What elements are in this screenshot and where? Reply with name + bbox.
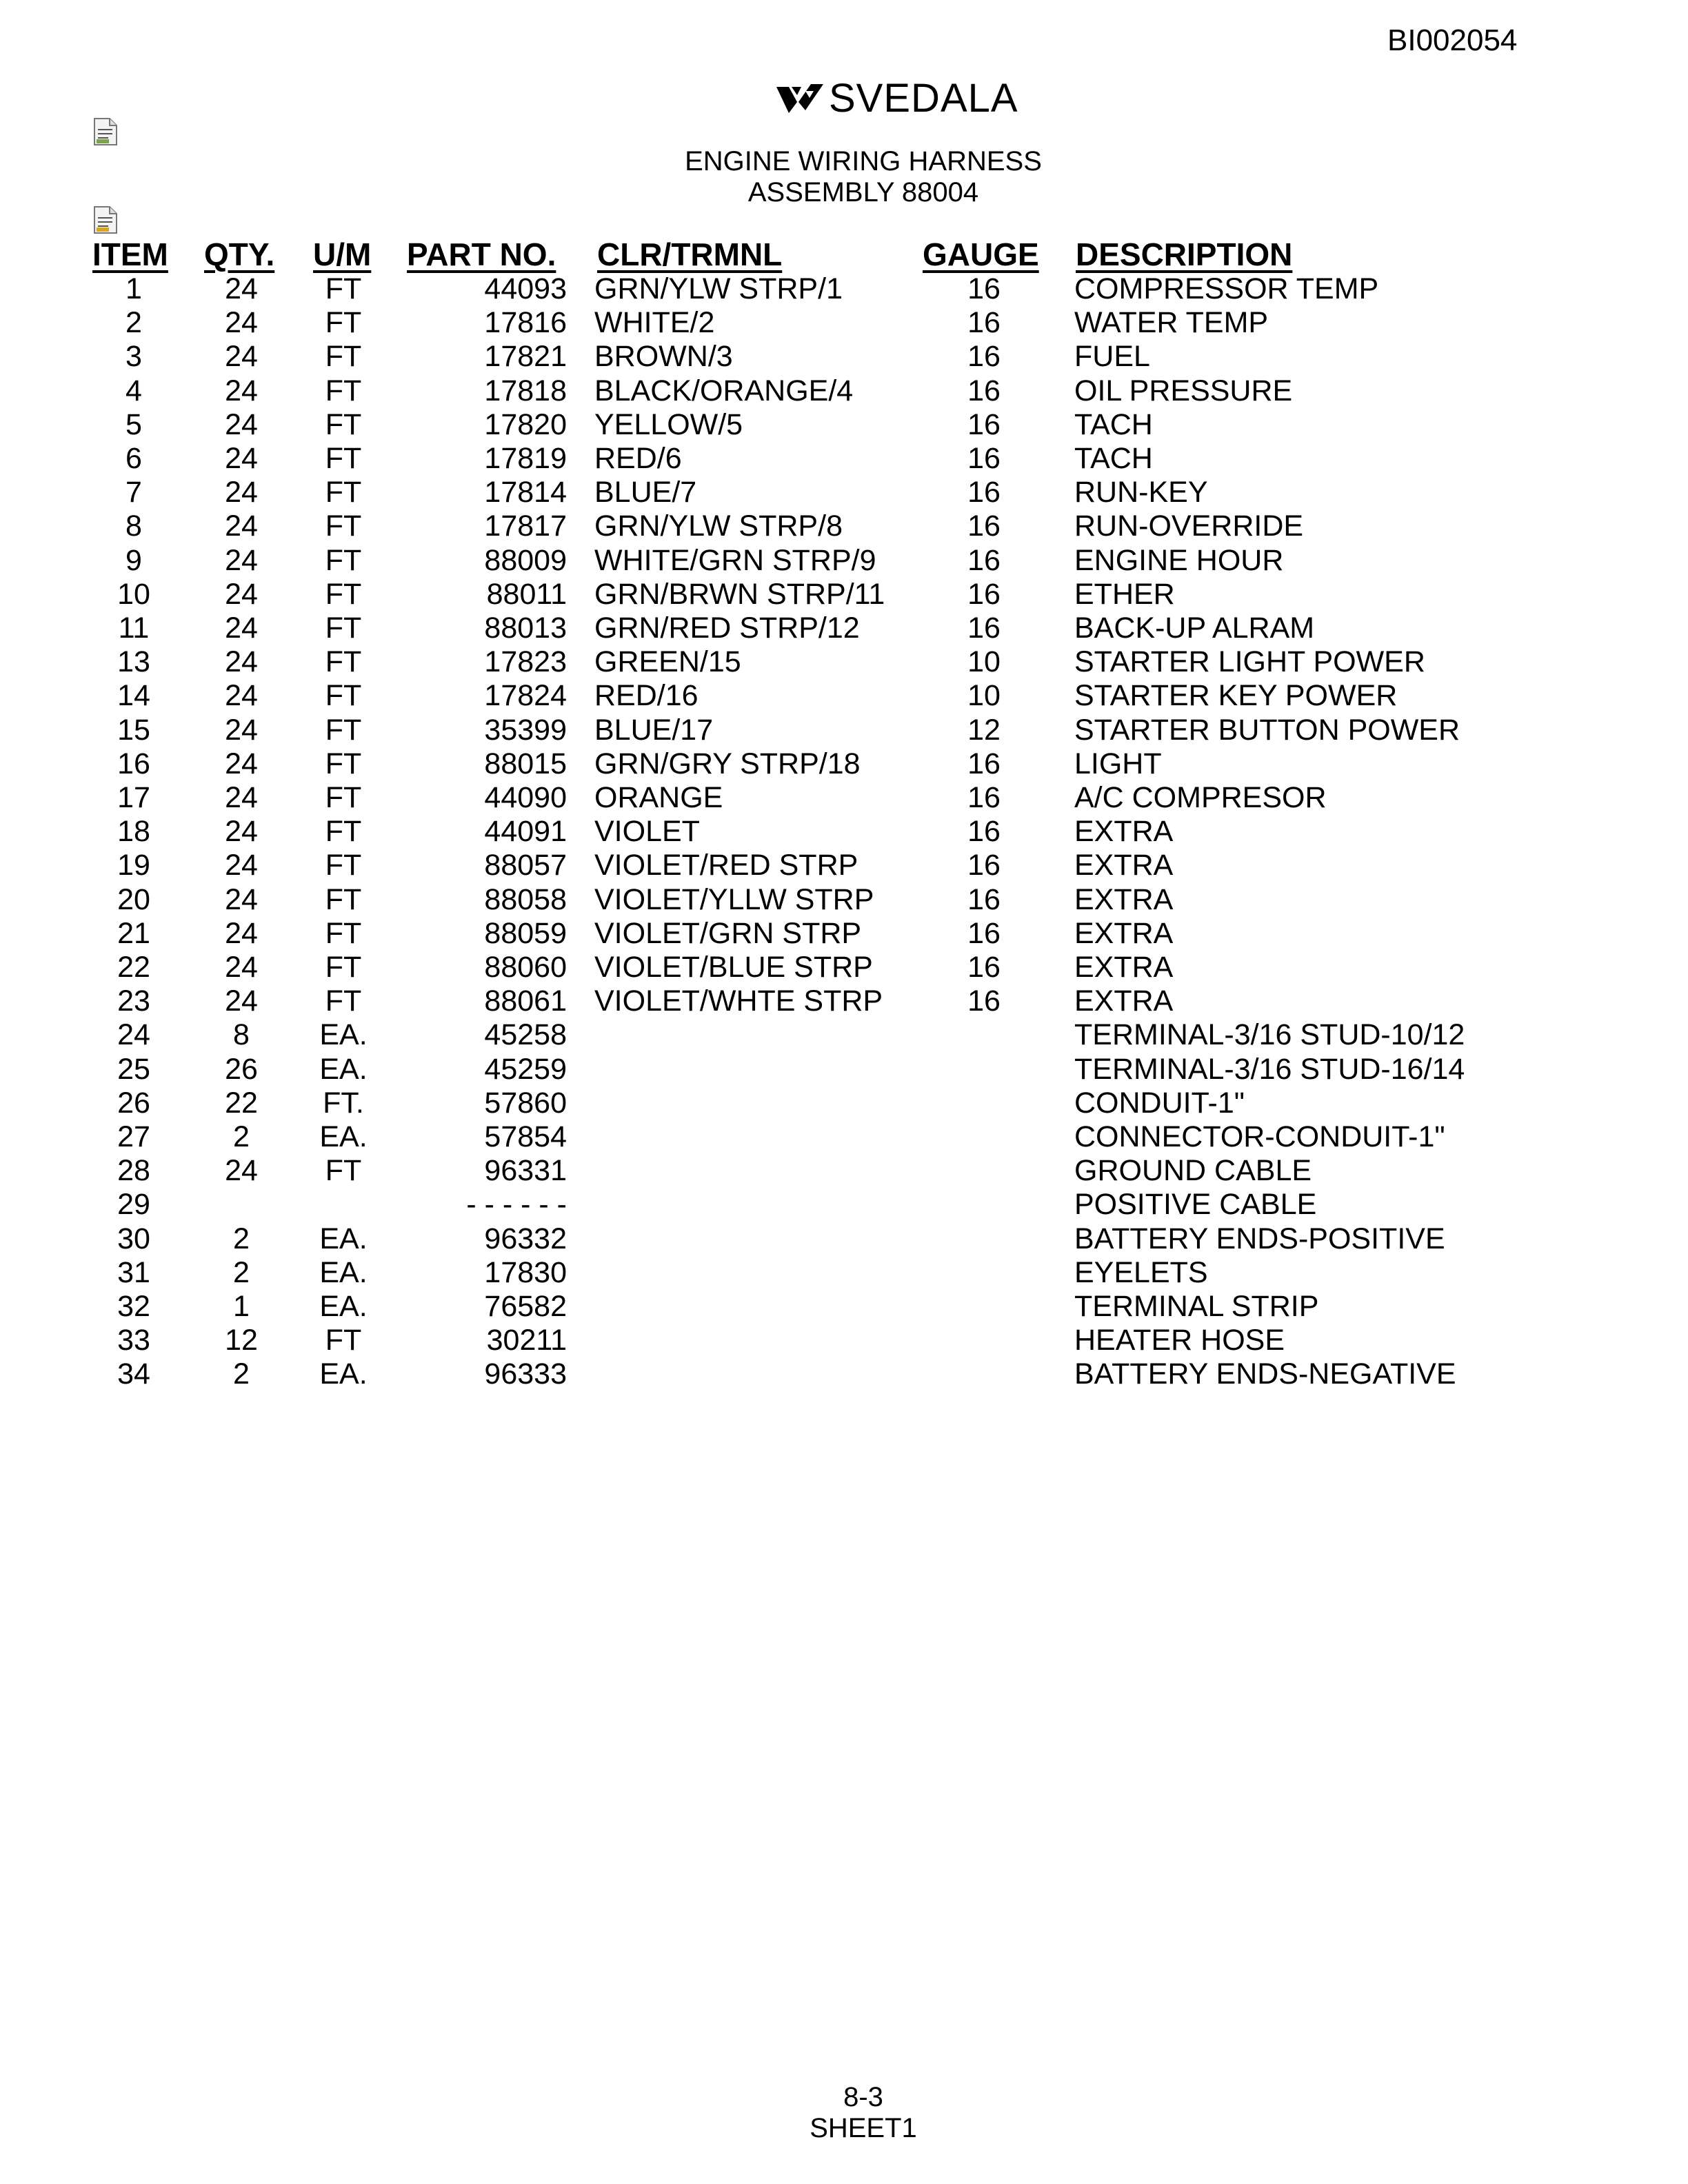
row-qty: 24 [225, 509, 258, 543]
row-um: FT [325, 611, 362, 645]
table-row [0, 1357, 1688, 1391]
row-gauge: 10 [967, 645, 1001, 679]
row-um: EA. [319, 1018, 368, 1052]
row-clr-trmnl: ORANGE [594, 781, 723, 814]
row-description: EYELETS [1074, 1255, 1208, 1289]
row-part-no: 17824 [484, 679, 567, 713]
table-row [0, 374, 1688, 408]
table-row [0, 1154, 1688, 1188]
header-qty: QTY. [204, 236, 275, 272]
table-row [0, 849, 1688, 882]
table-row [0, 714, 1688, 747]
row-part-no: 96331 [484, 1154, 567, 1188]
table-row [0, 984, 1688, 1018]
row-um: FT [325, 781, 362, 814]
table-row [0, 578, 1688, 611]
row-item: 26 [117, 1086, 150, 1120]
table-row [0, 951, 1688, 984]
row-description: POSITIVE CABLE [1074, 1188, 1317, 1222]
row-part-no: 45259 [484, 1052, 567, 1086]
row-item: 34 [117, 1357, 150, 1391]
row-um: FT [325, 476, 362, 509]
row-um: FT [325, 916, 362, 950]
row-part-no: 17819 [484, 442, 567, 475]
row-gauge: 16 [967, 781, 1001, 814]
row-gauge: 16 [967, 476, 1001, 509]
row-item: 1 [125, 272, 142, 305]
row-description: TACH [1074, 407, 1153, 441]
table-row [0, 544, 1688, 578]
row-part-no: 17814 [484, 476, 567, 509]
row-description: CONNECTOR-CONDUIT-1" [1074, 1120, 1445, 1153]
header-gauge: GAUGE [923, 236, 1039, 272]
svedala-diamond-logo-icon [774, 81, 825, 114]
row-qty: 24 [225, 1154, 258, 1188]
table-row [0, 1086, 1688, 1120]
row-qty: 24 [225, 916, 258, 950]
row-description: EXTRA [1074, 849, 1174, 882]
logo-text: SVEDALA [829, 75, 1018, 121]
row-item: 9 [125, 543, 142, 577]
row-item: 28 [117, 1154, 150, 1188]
row-item: 29 [117, 1188, 150, 1222]
row-part-no: 17816 [484, 306, 567, 340]
row-item: 27 [117, 1120, 150, 1153]
row-description: WATER TEMP [1074, 306, 1269, 340]
row-clr-trmnl: WHITE/GRN STRP/9 [594, 543, 876, 577]
row-description: STARTER BUTTON POWER [1074, 713, 1460, 747]
row-description: TERMINAL STRIP [1074, 1290, 1319, 1323]
row-part-no: 17818 [484, 374, 567, 407]
row-item: 13 [117, 645, 150, 679]
table-row [0, 1256, 1688, 1290]
row-item: 31 [117, 1255, 150, 1289]
row-part-no: 96333 [484, 1357, 567, 1391]
row-description: RUN-KEY [1074, 476, 1208, 509]
row-um: EA. [319, 1357, 368, 1391]
row-um: FT [325, 442, 362, 475]
row-qty: 24 [225, 645, 258, 679]
row-qty: 24 [225, 407, 258, 441]
row-um: FT [325, 340, 362, 374]
row-gauge: 16 [967, 882, 1001, 916]
row-part-no: 17817 [484, 509, 567, 543]
row-part-no: 57854 [484, 1120, 567, 1153]
row-gauge: 16 [967, 306, 1001, 340]
row-description: COMPRESSOR TEMP [1074, 272, 1379, 305]
table-row [0, 476, 1688, 509]
row-description: HEATER HOSE [1074, 1324, 1285, 1357]
row-um: EA. [319, 1222, 368, 1255]
row-um: FT [325, 849, 362, 882]
table-row [0, 1018, 1688, 1052]
row-item: 16 [117, 747, 150, 780]
row-clr-trmnl: GREEN/15 [594, 645, 741, 679]
table-row [0, 1290, 1688, 1324]
row-item: 18 [117, 815, 150, 849]
row-clr-trmnl: RED/16 [594, 679, 699, 713]
row-part-no: 88015 [484, 747, 567, 780]
row-part-no: 17820 [484, 407, 567, 441]
row-gauge: 16 [967, 340, 1001, 374]
row-um: FT [325, 374, 362, 407]
table-row [0, 679, 1688, 713]
row-qty: 8 [233, 1018, 250, 1052]
row-description: ETHER [1074, 577, 1175, 611]
row-qty: 2 [233, 1255, 250, 1289]
row-part-no: 57860 [484, 1086, 567, 1120]
header-part-no: PART NO. [407, 236, 556, 272]
row-clr-trmnl: BLUE/17 [594, 713, 714, 747]
footer-sheet: SHEET1 [810, 2113, 917, 2143]
row-description: TACH [1074, 442, 1153, 475]
row-qty: 24 [225, 611, 258, 645]
table-row [0, 306, 1688, 340]
row-qty: 24 [225, 679, 258, 713]
header-clr-trmnl: CLR/TRMNL [597, 236, 783, 272]
row-description: GROUND CABLE [1074, 1154, 1312, 1188]
row-description: BATTERY ENDS-NEGATIVE [1074, 1357, 1456, 1391]
row-qty: 24 [225, 713, 258, 747]
table-row [0, 645, 1688, 679]
row-item: 6 [125, 442, 142, 475]
row-gauge: 16 [967, 374, 1001, 407]
row-part-no: 44090 [484, 781, 567, 814]
row-um: FT [325, 509, 362, 543]
table-row [0, 442, 1688, 476]
row-um: FT [325, 645, 362, 679]
row-description: A/C COMPRESOR [1074, 781, 1327, 814]
row-gauge: 16 [967, 951, 1001, 984]
header-description: DESCRIPTION [1076, 236, 1293, 272]
row-um: FT [325, 1154, 362, 1188]
row-qty: 2 [233, 1120, 250, 1153]
row-um: FT. [323, 1086, 364, 1120]
row-gauge: 12 [967, 713, 1001, 747]
row-qty: 24 [225, 984, 258, 1018]
document-page-icon[interactable] [93, 117, 118, 146]
table-row [0, 917, 1688, 951]
row-part-no: 88059 [484, 916, 567, 950]
row-qty: 2 [233, 1222, 250, 1255]
row-clr-trmnl: GRN/GRY STRP/18 [594, 747, 861, 780]
row-um: FT [325, 747, 362, 780]
row-clr-trmnl: VIOLET/BLUE STRP [594, 951, 873, 984]
row-qty: 24 [225, 476, 258, 509]
row-qty: 24 [225, 442, 258, 475]
table-row [0, 1188, 1688, 1222]
footer-page-number: 8-3 [843, 2082, 883, 2112]
row-qty: 24 [225, 272, 258, 305]
row-gauge: 16 [967, 577, 1001, 611]
row-part-no: 44091 [484, 815, 567, 849]
row-description: EXTRA [1074, 916, 1174, 950]
row-um: FT [325, 713, 362, 747]
row-qty: 24 [225, 882, 258, 916]
row-um: FT [325, 984, 362, 1018]
row-clr-trmnl: GRN/RED STRP/12 [594, 611, 860, 645]
row-qty: 24 [225, 951, 258, 984]
row-description: STARTER KEY POWER [1074, 679, 1398, 713]
table-row [0, 815, 1688, 849]
row-qty: 24 [225, 340, 258, 374]
row-qty: 24 [225, 374, 258, 407]
row-gauge: 10 [967, 679, 1001, 713]
row-um: FT [325, 543, 362, 577]
row-part-no: 88061 [484, 984, 567, 1018]
row-description: BATTERY ENDS-POSITIVE [1074, 1222, 1445, 1255]
row-item: 15 [117, 713, 150, 747]
row-item: 19 [117, 849, 150, 882]
row-gauge: 16 [967, 611, 1001, 645]
row-clr-trmnl: RED/6 [594, 442, 682, 475]
row-um: FT [325, 1324, 362, 1357]
table-row [0, 1222, 1688, 1256]
row-part-no: 88057 [484, 849, 567, 882]
row-um: EA. [319, 1255, 368, 1289]
row-item: 30 [117, 1222, 150, 1255]
row-gauge: 16 [967, 747, 1001, 780]
row-clr-trmnl: WHITE/2 [594, 306, 715, 340]
row-description: TERMINAL-3/16 STUD-16/14 [1074, 1052, 1465, 1086]
row-clr-trmnl: GRN/YLW STRP/1 [594, 272, 843, 305]
row-clr-trmnl: VIOLET/RED STRP [594, 849, 858, 882]
row-item: 10 [117, 577, 150, 611]
row-gauge: 16 [967, 984, 1001, 1018]
row-clr-trmnl: VIOLET [594, 815, 700, 849]
document-page-icon[interactable] [93, 205, 118, 234]
row-description: RUN-OVERRIDE [1074, 509, 1304, 543]
table-row [0, 781, 1688, 815]
row-item: 20 [117, 882, 150, 916]
row-description: ENGINE HOUR [1074, 543, 1284, 577]
row-description: FUEL [1074, 340, 1150, 374]
row-part-no: 88009 [484, 543, 567, 577]
row-part-no: 30211 [486, 1324, 567, 1357]
row-part-no: 45258 [484, 1018, 567, 1052]
row-part-no: 44093 [484, 272, 567, 305]
row-description: EXTRA [1074, 882, 1174, 916]
table-row [0, 1120, 1688, 1154]
header-um: U/M [313, 236, 372, 272]
table-row [0, 408, 1688, 442]
row-item: 7 [125, 476, 142, 509]
row-item: 5 [125, 407, 142, 441]
row-qty: 24 [225, 815, 258, 849]
row-description: EXTRA [1074, 984, 1174, 1018]
row-gauge: 16 [967, 815, 1001, 849]
table-row [0, 509, 1688, 543]
row-um: FT [325, 272, 362, 305]
row-um: FT [325, 306, 362, 340]
row-part-no: 88060 [484, 951, 567, 984]
row-um: EA. [319, 1052, 368, 1086]
row-gauge: 16 [967, 916, 1001, 950]
row-um: FT [325, 577, 362, 611]
company-logo [774, 77, 1018, 119]
row-item: 14 [117, 679, 150, 713]
row-qty: 24 [225, 306, 258, 340]
row-qty: 24 [225, 849, 258, 882]
row-qty: 22 [225, 1086, 258, 1120]
row-clr-trmnl: BLUE/7 [594, 476, 697, 509]
row-qty: 24 [225, 543, 258, 577]
row-description: TERMINAL-3/16 STUD-10/12 [1074, 1018, 1465, 1052]
row-qty: 24 [225, 747, 258, 780]
row-gauge: 16 [967, 849, 1001, 882]
table-row [0, 1324, 1688, 1357]
row-description: STARTER LIGHT POWER [1074, 645, 1425, 679]
header-item: ITEM [92, 236, 168, 272]
row-part-no: 17823 [484, 645, 567, 679]
row-item: 4 [125, 374, 142, 407]
document-title-line-1: ENGINE WIRING HARNESS [685, 146, 1042, 176]
document-title-line-2: ASSEMBLY 88004 [747, 177, 979, 208]
row-um: FT [325, 951, 362, 984]
row-qty: 1 [233, 1290, 250, 1323]
row-description: EXTRA [1074, 951, 1174, 984]
table-row [0, 272, 1688, 306]
row-part-no: 88013 [484, 611, 567, 645]
row-clr-trmnl: GRN/YLW STRP/8 [594, 509, 843, 543]
row-item: 17 [117, 781, 150, 814]
row-gauge: 16 [967, 407, 1001, 441]
row-item: 22 [117, 951, 150, 984]
row-um: FT [325, 815, 362, 849]
row-item: 24 [117, 1018, 150, 1052]
row-item: 3 [125, 340, 142, 374]
row-qty: 2 [233, 1357, 250, 1391]
row-part-no: 88011 [486, 577, 567, 611]
row-item: 2 [125, 306, 142, 340]
row-um: EA. [319, 1290, 368, 1323]
row-um: FT [325, 882, 362, 916]
row-part-no: 88058 [484, 882, 567, 916]
row-description: EXTRA [1074, 815, 1174, 849]
row-clr-trmnl: VIOLET/WHTE STRP [594, 984, 883, 1018]
row-qty: 24 [225, 781, 258, 814]
row-um: FT [325, 679, 362, 713]
row-part-no: - - - - - - [466, 1188, 567, 1222]
row-um: FT [325, 407, 362, 441]
row-gauge: 16 [967, 442, 1001, 475]
row-item: 32 [117, 1290, 150, 1323]
table-row [0, 747, 1688, 781]
row-item: 21 [117, 916, 150, 950]
row-gauge: 16 [967, 543, 1001, 577]
row-item: 23 [117, 984, 150, 1018]
row-qty: 12 [225, 1324, 258, 1357]
row-description: CONDUIT-1" [1074, 1086, 1245, 1120]
row-item: 11 [118, 611, 150, 645]
row-part-no: 17821 [484, 340, 567, 374]
table-row [0, 883, 1688, 917]
row-description: OIL PRESSURE [1074, 374, 1293, 407]
row-clr-trmnl: BLACK/ORANGE/4 [594, 374, 854, 407]
row-gauge: 16 [967, 272, 1001, 305]
table-row [0, 611, 1688, 645]
row-part-no: 76582 [484, 1290, 567, 1323]
row-item: 8 [125, 509, 142, 543]
row-um: EA. [319, 1120, 368, 1153]
row-clr-trmnl: BROWN/3 [594, 340, 733, 374]
row-item: 25 [117, 1052, 150, 1086]
row-clr-trmnl: YELLOW/5 [594, 407, 743, 441]
row-description: BACK-UP ALRAM [1074, 611, 1315, 645]
row-clr-trmnl: VIOLET/GRN STRP [594, 916, 862, 950]
row-description: LIGHT [1074, 747, 1162, 780]
row-qty: 26 [225, 1052, 258, 1086]
row-part-no: 96332 [484, 1222, 567, 1255]
row-gauge: 16 [967, 509, 1001, 543]
row-part-no: 35399 [484, 713, 567, 747]
row-qty: 24 [225, 577, 258, 611]
document-id: BI002054 [1387, 23, 1518, 57]
table-row [0, 340, 1688, 374]
row-item: 33 [117, 1324, 150, 1357]
row-clr-trmnl: GRN/BRWN STRP/11 [594, 577, 885, 611]
table-row [0, 1053, 1688, 1086]
row-clr-trmnl: VIOLET/YLLW STRP [594, 882, 874, 916]
row-part-no: 17830 [484, 1255, 567, 1289]
